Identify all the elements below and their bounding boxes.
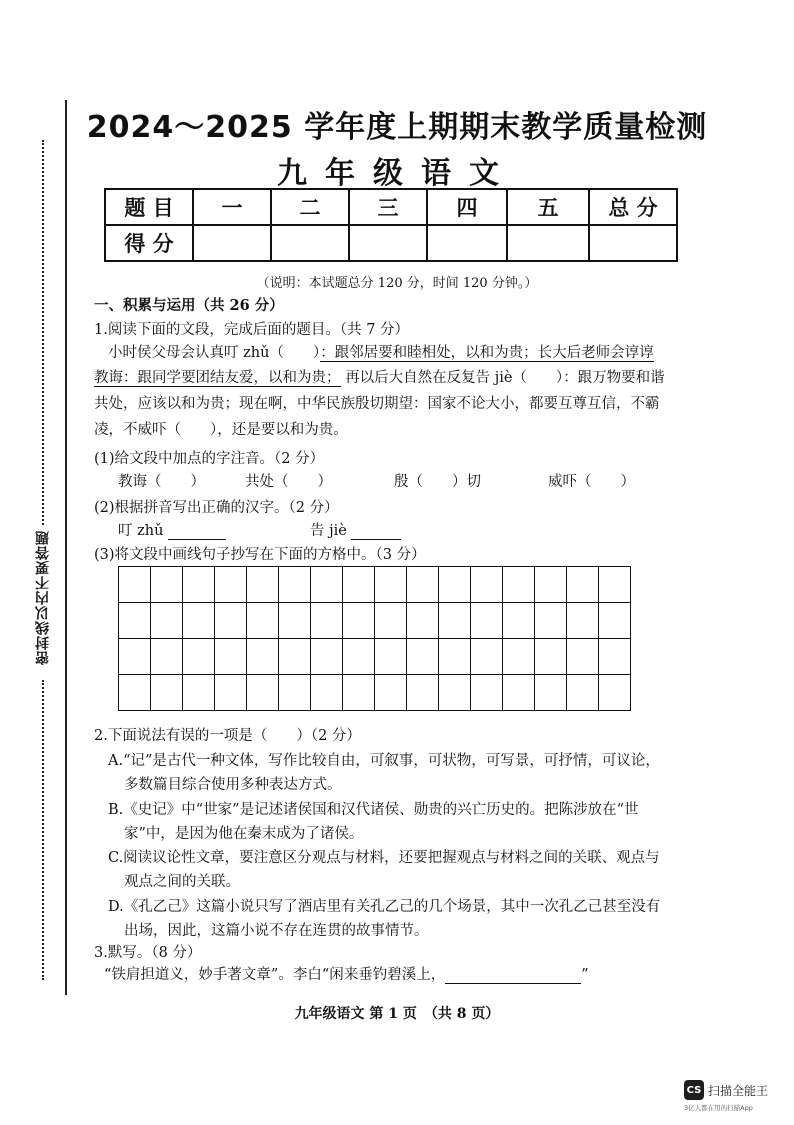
grid-cell[interactable] <box>535 603 567 639</box>
pinyin-item: 殷（ ）切 <box>394 474 481 490</box>
score-table-score-row <box>105 225 677 261</box>
score-cell[interactable] <box>427 225 507 261</box>
exam-title: 2024～2025 学年度上期期末教学质量检测 <box>86 110 708 145</box>
grid-cell[interactable] <box>215 639 247 675</box>
score-cell[interactable] <box>193 225 271 261</box>
grid-cell[interactable] <box>535 567 567 603</box>
grid-cell[interactable] <box>407 675 439 711</box>
page-footer: 九年级语文 第 1 页 （共 8 页） <box>294 1006 500 1022</box>
grid-cell[interactable] <box>503 675 535 711</box>
dictation-line-1 <box>104 963 589 984</box>
grid-cell[interactable] <box>599 639 631 675</box>
option-a: A.“记”是古代一种文体，写作比较自由，可叙事，可状物，可写景，可抒情，可议论， <box>108 753 660 769</box>
pinyin-item: 共处（ ） <box>245 474 332 490</box>
exam-note: （说明：本试题总分 120 分，时间 120 分钟。） <box>256 276 538 291</box>
option-c: C.阅读议论性文章，要注意区分观点与材料，还要把握观点与材料之间的关联、观点与 <box>108 850 660 866</box>
grid-cell[interactable] <box>439 567 471 603</box>
grid-cell[interactable] <box>503 567 535 603</box>
score-header-cell: 二 <box>271 189 349 225</box>
grid-cell[interactable] <box>599 567 631 603</box>
underlined-sentence: 教诲：跟同学要团结友爱，以和为贵； <box>94 370 341 386</box>
score-header-cell: 题 目 <box>105 189 193 225</box>
question-1-stem: 1.阅读下面的文段，完成后面的题目。（共 7 分） <box>94 322 410 338</box>
grid-cell[interactable] <box>343 675 375 711</box>
writing-grid <box>118 566 631 711</box>
underlined-sentence: ：跟邻居要和睦相处，以和为贵；长大后老师会谆谆 <box>320 345 654 361</box>
section-heading: 一、积累与运用（共 26 分） <box>94 297 284 314</box>
option-b: B.《史记》中“世家”是记述诸侯国和汉代诸侯、勋贵的兴亡历史的。把陈涉放在“世 <box>108 802 639 818</box>
grid-cell[interactable] <box>279 675 311 711</box>
score-header-cell: 三 <box>349 189 427 225</box>
score-header-cell: 总 分 <box>589 189 677 225</box>
seal-line-bottom <box>42 680 44 980</box>
grid-cell[interactable] <box>215 603 247 639</box>
grid-cell[interactable] <box>119 675 151 711</box>
grid-row <box>119 603 631 639</box>
grid-cell[interactable] <box>407 639 439 675</box>
grid-cell[interactable] <box>343 603 375 639</box>
grid-cell[interactable] <box>471 675 503 711</box>
dictation-text: “铁肩担道义，妙手著文章”。李白“闲来垂钓碧溪上， <box>104 967 446 983</box>
seal-line-text: 密封线以内不要答题 <box>35 530 51 665</box>
grid-cell[interactable] <box>375 639 407 675</box>
grid-cell[interactable] <box>343 567 375 603</box>
grid-cell[interactable] <box>119 567 151 603</box>
grid-cell[interactable] <box>599 675 631 711</box>
passage-line-4: 凌，不威吓（ ），还是要以和为贵。 <box>94 422 348 438</box>
grid-cell[interactable] <box>279 639 311 675</box>
grid-cell[interactable] <box>375 675 407 711</box>
grid-row <box>119 567 631 603</box>
passage-line-3: 共处，应该以和为贵；现在啊，中华民族殷切期望：国家不论大小，都要互尊互信，不霸 <box>94 396 660 412</box>
grid-cell[interactable] <box>183 603 215 639</box>
option-c-cont: 观点之间的关联。 <box>124 874 240 890</box>
pinyin-item: 教诲（ ） <box>118 474 205 490</box>
grid-cell[interactable] <box>439 675 471 711</box>
grid-cell[interactable] <box>311 603 343 639</box>
question-2-stem: 2.下面说法有误的一项是（ ）（2 分） <box>94 728 361 744</box>
grid-cell[interactable] <box>407 603 439 639</box>
sub-question-2: (2)根据拼音写出正确的汉字。（2 分） <box>94 500 339 516</box>
option-d-cont: 出场，因此，这篇小说不存在连贯的故事情节。 <box>124 923 429 939</box>
score-cell[interactable] <box>349 225 427 261</box>
grid-cell[interactable] <box>535 675 567 711</box>
grid-cell[interactable] <box>151 675 183 711</box>
write-item-1 <box>118 519 226 540</box>
grid-cell[interactable] <box>279 567 311 603</box>
cs-logo-icon: CS <box>684 1080 704 1100</box>
sub-question-1: (1)给文段中加点的字注音。（2 分） <box>94 451 325 467</box>
grid-cell[interactable] <box>343 639 375 675</box>
grid-row <box>119 675 631 711</box>
grid-cell[interactable] <box>183 567 215 603</box>
option-a-cont: 多数篇目综合使用多种表达方式。 <box>124 777 342 793</box>
pinyin-item: 威吓（ ） <box>548 474 635 490</box>
score-cell[interactable] <box>271 225 349 261</box>
passage-line-2 <box>94 366 665 387</box>
margin-line <box>65 100 67 995</box>
grid-cell[interactable] <box>311 675 343 711</box>
exam-subject: 九年级语文 <box>277 156 517 191</box>
grid-cell[interactable] <box>567 639 599 675</box>
passage-line-1 <box>108 341 654 362</box>
grid-cell[interactable] <box>183 675 215 711</box>
grid-cell[interactable] <box>471 567 503 603</box>
grid-cell[interactable] <box>247 675 279 711</box>
grid-cell[interactable] <box>375 603 407 639</box>
grid-cell[interactable] <box>215 675 247 711</box>
grid-cell[interactable] <box>375 567 407 603</box>
write-item-2 <box>310 519 401 540</box>
answer-blank[interactable] <box>445 967 581 984</box>
grid-cell[interactable] <box>407 567 439 603</box>
grid-cell[interactable] <box>535 639 567 675</box>
grid-cell[interactable] <box>151 639 183 675</box>
grid-cell[interactable] <box>471 639 503 675</box>
passage-text: 再以后大自然在反复告 jiè（ ）：跟万物要和谐 <box>345 370 665 386</box>
grid-cell[interactable] <box>439 603 471 639</box>
grid-cell[interactable] <box>311 639 343 675</box>
grid-cell[interactable] <box>567 567 599 603</box>
grid-cell[interactable] <box>567 675 599 711</box>
score-header-cell: 四 <box>427 189 507 225</box>
option-b-cont: 家”中，是因为他在秦末成为了诸侯。 <box>124 826 364 842</box>
score-cell[interactable] <box>589 225 677 261</box>
scanner-logo <box>684 1080 768 1100</box>
grid-cell[interactable] <box>151 603 183 639</box>
write-label: 叮 zhǔ <box>118 523 164 539</box>
grid-cell[interactable] <box>503 603 535 639</box>
grid-cell[interactable] <box>247 567 279 603</box>
passage-text: 小时侯父母会认真叮 zhǔ（ ） <box>108 345 321 361</box>
option-d: D.《孔乙己》这篇小说只写了酒店里有关孔乙己的几个场景，其中一次孔乙己甚至没有 <box>108 899 661 915</box>
answer-blank[interactable] <box>351 523 401 540</box>
scanner-tagline: 3亿人都在用的扫描App <box>684 1104 753 1112</box>
grid-cell[interactable] <box>599 603 631 639</box>
score-header-cell: 五 <box>507 189 589 225</box>
scanner-app-name: 扫描全能王 <box>708 1083 769 1098</box>
grid-cell[interactable] <box>119 639 151 675</box>
grid-cell[interactable] <box>247 639 279 675</box>
sub-question-3: (3)将文段中画线句子抄写在下面的方格中。（3 分） <box>94 547 426 563</box>
grid-cell[interactable] <box>311 567 343 603</box>
grid-cell[interactable] <box>247 603 279 639</box>
grid-cell[interactable] <box>503 639 535 675</box>
grid-cell[interactable] <box>279 603 311 639</box>
score-cell[interactable] <box>507 225 589 261</box>
seal-line-top <box>42 140 44 525</box>
score-row-label: 得 分 <box>105 225 193 261</box>
dictation-text: ” <box>581 967 589 983</box>
grid-cell[interactable] <box>151 567 183 603</box>
score-table <box>104 188 678 262</box>
write-label: 告 jiè <box>310 523 347 539</box>
answer-blank[interactable] <box>168 523 226 540</box>
grid-cell[interactable] <box>183 639 215 675</box>
score-header-cell: 一 <box>193 189 271 225</box>
grid-cell[interactable] <box>119 603 151 639</box>
grid-cell[interactable] <box>471 603 503 639</box>
grid-row <box>119 639 631 675</box>
grid-cell[interactable] <box>439 639 471 675</box>
grid-cell[interactable] <box>567 603 599 639</box>
grid-cell[interactable] <box>215 567 247 603</box>
score-table-header-row <box>105 189 677 225</box>
question-3-stem: 3.默写。（8 分） <box>94 945 202 961</box>
